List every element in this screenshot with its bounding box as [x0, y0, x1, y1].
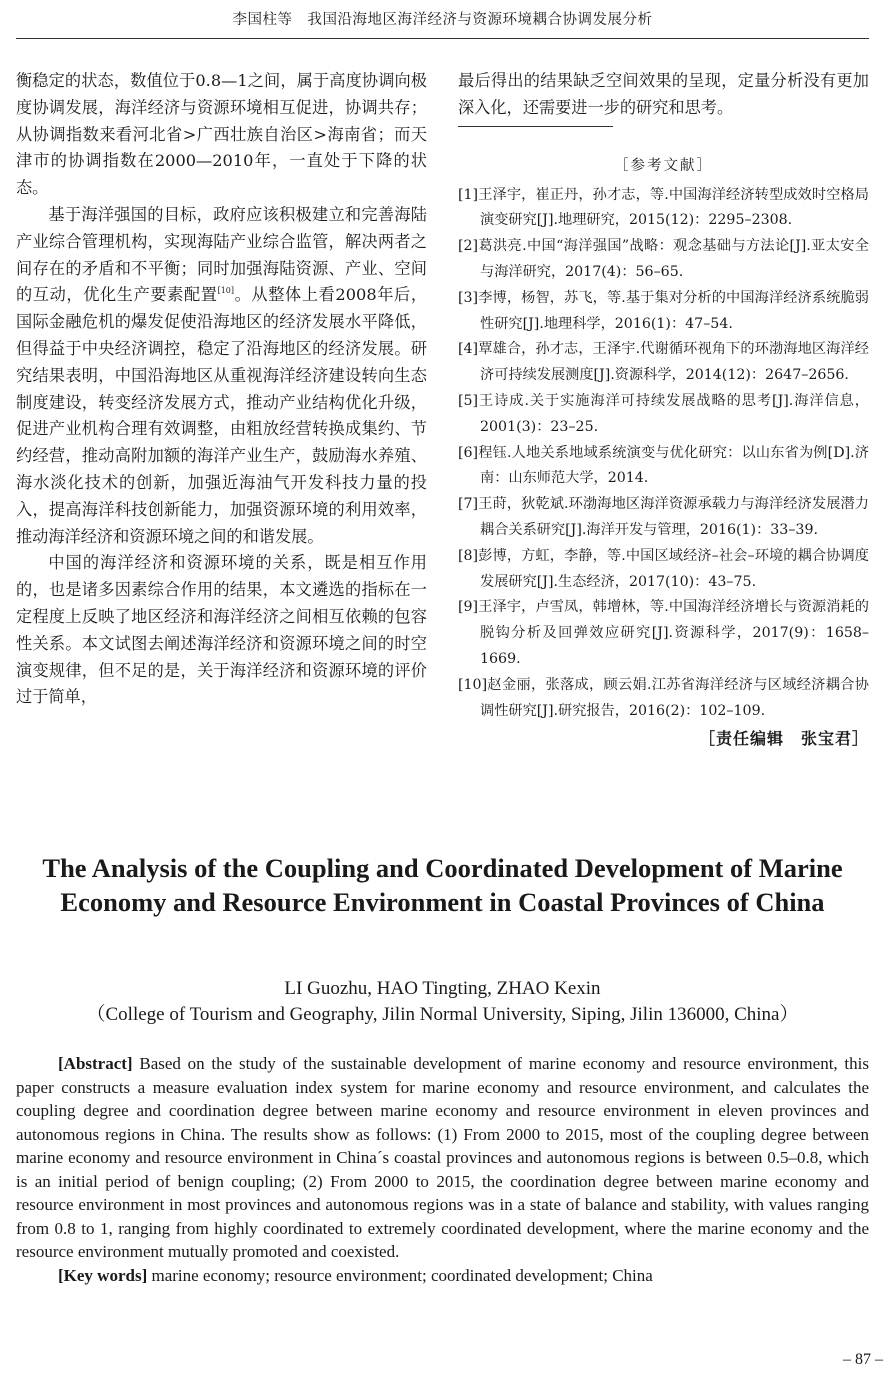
- citation-marker: [10]: [217, 286, 235, 296]
- keywords-text: marine economy; resource environment; coordinated development; China: [147, 1265, 653, 1285]
- reference-item: [8]彭博，方虹，李静，等.中国区域经济–社会–环境的耦合协调度发展研究[J].生态经济，2017(10)：43–75.: [458, 547, 869, 590]
- left-column: [16, 68, 427, 711]
- english-affiliation: （College of Tourism and Geography, Jilin Normal University, Siping, Jilin 136000, China）: [86, 1004, 799, 1025]
- reference-item: [7]王莳，狄乾斌.环渤海地区海洋资源承载力与海洋经济发展潜力耦合关系研究[J].海洋开发与管理，2016(1)：33–39.: [458, 496, 869, 538]
- reference-list: [458, 183, 869, 725]
- paragraph-text: 基于海洋强国的目标，政府应该积极建立和完善海陆产业综合管理机构，实现海陆产业综合监管，解决两者之间存在的矛盾和不平衡；同时加强海陆资源、产业、空间的互动，优化生产要素配置: [16, 204, 427, 305]
- reference-item: [10]赵金丽，张落成，顾云娟.江苏省海洋经济与区域经济耦合协调性研究[J].研究报告，2016(2)：102–109.: [458, 676, 869, 719]
- reference-item: [3]李博，杨智，苏飞，等.基于集对分析的中国海洋经济系统脆弱性研究[J].地理科学，2016(1)：47–54.: [458, 289, 869, 332]
- body-paragraph: 最后得出的结果缺乏空间效果的呈现，定量分析没有更加深入化，还需要进一步的研究和思考。: [458, 71, 869, 117]
- responsible-editor: ［责任编辑 张宝君］: [698, 729, 869, 749]
- reference-item: [6]程钰.人地关系地域系统演变与优化研究：以山东省为例[D].济南：山东师范大学，2014.: [458, 444, 869, 487]
- abstract-text: Based on the study of the sustainable development of marine economy and resource environment, this paper constructs a measure evaluation index system for marine economy and resource environment, and calculates the coupling degree and coordination degree between marine economy and resource environment in eleven provinces and autonomous regions in China. The results show as follows: (1) From 2000 to 2015, most of the coupling degree between marine economy and resource environment in China´s coastal provinces and autonomous regions is between 0.5–0.8, which is an initial period of benign coupling; (2) From 2000 to 2015, the coordination degree between marine economy and resource environment in most provinces and autonomous regions was in a state of balance and stability, with values ranging from 0.8 to 1, ranging from highly coordinated to extremely coordinated development, where the marine economy and the resource environment mutually promoted and coexisted.: [16, 1054, 869, 1261]
- paragraph-text: 。从整体上看2008年后，国际金融危机的爆发促使沿海地区的经济发展水平降低，但得益于中央经济调控，稳定了沿海地区的经济发展。研究结果表明，中国沿海地区从重视海洋经济建设转向生态制度建设，转变经济发展方式，推动产业结构优化升级，促进产业机构合理有效调整，由粗放经营转换成集约、节约经营，推动高附加额的海洋产业生产，鼓励海水养殖、海水淡化技术的创新，加强近海油气开发科技力量的投入，提高海洋科技创新能力，加强资源环境的利用效率，推动海洋经济和资源环境之间的和谐发展。: [16, 285, 428, 546]
- reference-item: [9]王泽宇，卢雪凤，韩增林，等.中国海洋经济增长与资源消耗的脱钩分析及回弹效应研究[J].资源科学，2017(9)：1658–1669.: [458, 599, 869, 667]
- reference-item: [5]王诗成.关于实施海洋可持续发展战略的思考[J].海洋信息，2001(3)：23–25.: [458, 392, 869, 435]
- english-authors: LI Guozhu, HAO Tingting, ZHAO Kexin: [284, 978, 601, 999]
- english-title: The Analysis of the Coupling and Coordinated Development of Marine Economy and Resource Environment in Coastal Provinces of China: [42, 853, 843, 917]
- header-rule: [16, 38, 869, 39]
- abstract-label: [Abstract]: [58, 1054, 133, 1073]
- running-head: 李国柱等 我国沿海地区海洋经济与资源环境耦合协调发展分析: [232, 12, 653, 28]
- body-paragraph: [16, 202, 427, 550]
- reference-item: [2]葛洪亮.中国“海洋强国”战略：观念基础与方法论[J].亚太安全与海洋研究，2017(4)：56–65.: [458, 238, 869, 280]
- section-rule: [458, 126, 613, 127]
- keywords-paragraph: [16, 1264, 869, 1288]
- references-heading: ［参考文献］: [614, 157, 713, 174]
- abstract-paragraph: [16, 1052, 869, 1264]
- keywords-label: [Key words]: [58, 1265, 148, 1285]
- right-column: [458, 68, 869, 752]
- body-paragraph: 中国的海洋经济和资源环境的关系，既是相互作用的，也是诸多因素综合作用的结果，本文遴选的指标在一定程度上反映了地区经济和海洋经济之间相互依赖的包容性关系。本文试图去阐述海洋经济和资源环境之间的时空演变规律，但不足的是，关于海洋经济和资源环境的评价过于简单，: [16, 553, 427, 707]
- page-number: – 87 –: [843, 1351, 883, 1368]
- reference-item: [1]王泽宇，崔正丹，孙才志，等.中国海洋经济转型成效时空格局演变研究[J].地理研究，2015(12)：2295–2308.: [458, 186, 869, 229]
- reference-item: [4]覃雄合，孙才志，王泽宇.代谢循环视角下的环渤海地区海洋经济可持续发展测度[J].资源科学，2014(12)：2647–2656.: [458, 341, 869, 384]
- body-paragraph: 衡稳定的状态，数值位于0.8—1之间，属于高度协调向极度协调发展，海洋经济与资源环境相互促进，协调共存；从协调指数来看河北省>广西壮族自治区>海南省；而天津市的协调指数在2000—2010年，一直处于下降的状态。: [16, 71, 427, 198]
- english-abstract: [16, 1052, 869, 1287]
